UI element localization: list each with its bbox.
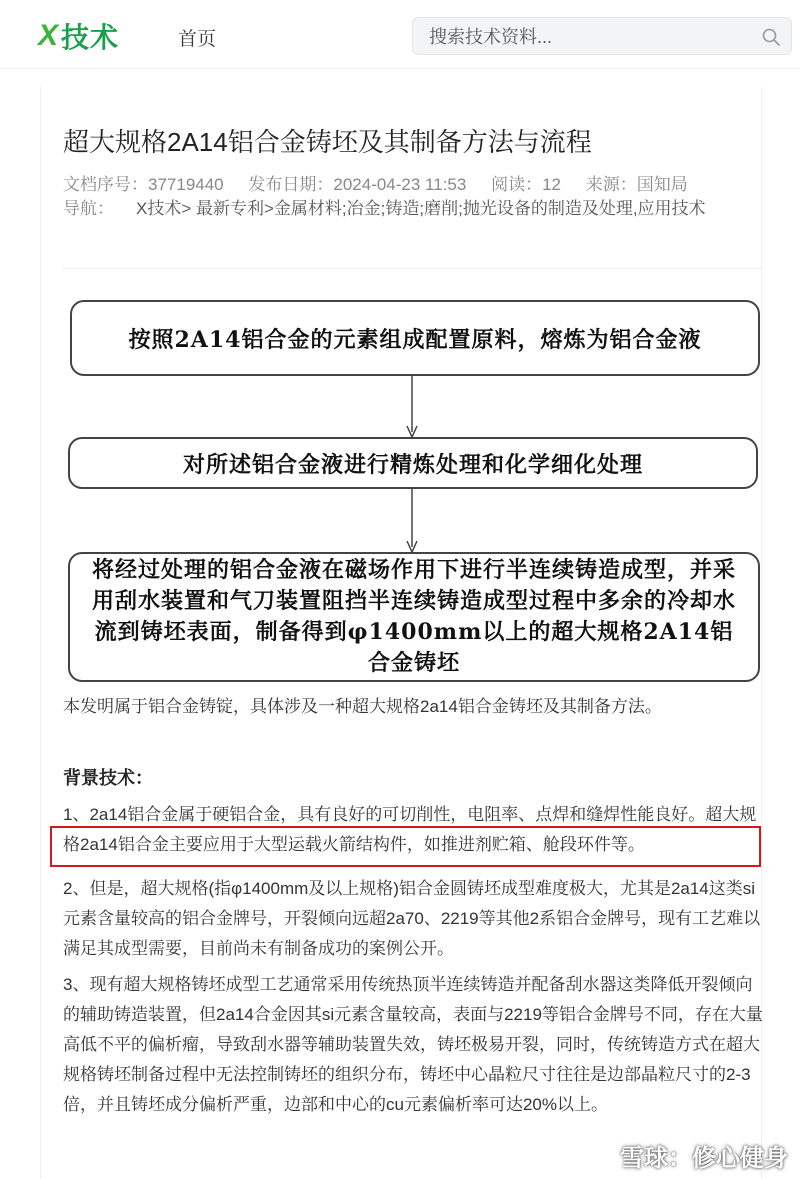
watermark bbox=[582, 1138, 788, 1173]
flow-step-1: 按照2A14铝合金的元素组成配置原料，熔炼为铝合金液 bbox=[70, 300, 760, 376]
breadcrumb-link-latest-patents[interactable]: 最新专利 bbox=[196, 199, 264, 218]
logo-text: 技术 bbox=[61, 22, 120, 53]
flow-arrow-down-icon bbox=[404, 489, 420, 553]
breadcrumb-link-xtech[interactable]: X技术 bbox=[136, 199, 182, 218]
top-header bbox=[0, 0, 800, 69]
publish-date: 发布日期：2024-04-23 11:53 bbox=[248, 175, 467, 194]
search-input[interactable] bbox=[427, 25, 751, 49]
search-icon[interactable] bbox=[761, 27, 781, 47]
logo-x: X bbox=[38, 19, 60, 52]
breadcrumb-separator: > bbox=[264, 199, 274, 218]
nav-home-link[interactable]: 首页 bbox=[178, 29, 217, 50]
flow-step-3: 将经过处理的铝合金液在磁场作用下进行半连续铸造成型，并采用刮水装置和气刀装置阻挡半连续铸造成型过程中多余的冷却水流到铸坯表面，制备得到φ1400mm以上的超大规格2A14铝合金铸坯 bbox=[68, 552, 760, 682]
article-meta bbox=[63, 170, 763, 195]
watermark-text: 雪球：修心健身 bbox=[620, 1145, 788, 1172]
flow-step-2: 对所述铝合金液进行精炼处理和化学细化处理 bbox=[68, 437, 758, 489]
background-heading: 背景技术： bbox=[63, 768, 153, 788]
snowball-logo-icon bbox=[582, 1141, 612, 1171]
divider bbox=[63, 268, 763, 269]
article-title: 超大规格2A14铝合金铸坯及其制备方法与流程 bbox=[63, 127, 592, 157]
paragraph-3: 3、现有超大规格铸坯成型工艺通常采用传统热顶半连续铸造并配备刮水器这类降低开裂倾向的辅助铸造装置，但2a14合金因其si元素含量较高，表面与2219等铝合金牌号不同，存在大量高低不平的偏析瘤，导致刮水器等辅助装置失效，铸坯极易开裂，同时，传统铸造方式在超大规格铸坯制备过程中无法控制铸坯的组织分布，铸坯中心晶粒尺寸往往是边部晶粒尺寸的2-3倍，并且铸坯成分偏析严重，边部和中心的cu元素偏析率可达20%以上。 bbox=[63, 975, 763, 1114]
search-box[interactable] bbox=[412, 17, 792, 55]
site-logo[interactable] bbox=[38, 16, 119, 56]
paragraph-2: 2、但是，超大规格(指φ1400mm及以上规格)铝合金圆铸坯成型难度极大，尤其是2a14这类si元素含量较高的铝合金牌号，开裂倾向远超2a70、2219等其他2系铝合金牌号，现有工艺难以满足其成型需要，目前尚未有制备成功的案例公开。 bbox=[63, 879, 761, 958]
red-highlight-box bbox=[50, 826, 761, 867]
paragraph-1: 1、2a14铝合金属于硬铝合金，具有良好的可切削性，电阻率、点焊和缝焊性能良好。超大规格2a14铝合金主要应用于大型运载火箭结构件，如推进剂贮箱、舱段环件等。 bbox=[63, 805, 757, 854]
breadcrumb-separator: > bbox=[181, 199, 196, 218]
flow-arrow-down-icon bbox=[404, 376, 420, 438]
breadcrumb-link-category[interactable]: 金属材料;冶金;铸造;磨削;抛光设备的制造及处理,应用技术 bbox=[273, 199, 706, 218]
intro-paragraph: 本发明属于铝合金铸锭，具体涉及一种超大规格2a14铝合金铸坯及其制备方法。 bbox=[63, 697, 662, 716]
breadcrumb-label: 导航： bbox=[63, 199, 114, 218]
breadcrumb bbox=[63, 196, 743, 222]
doc-number: 文档序号：37719440 bbox=[63, 175, 224, 194]
source: 来源：国知局 bbox=[585, 175, 688, 194]
read-count: 阅读：12 bbox=[491, 175, 561, 194]
